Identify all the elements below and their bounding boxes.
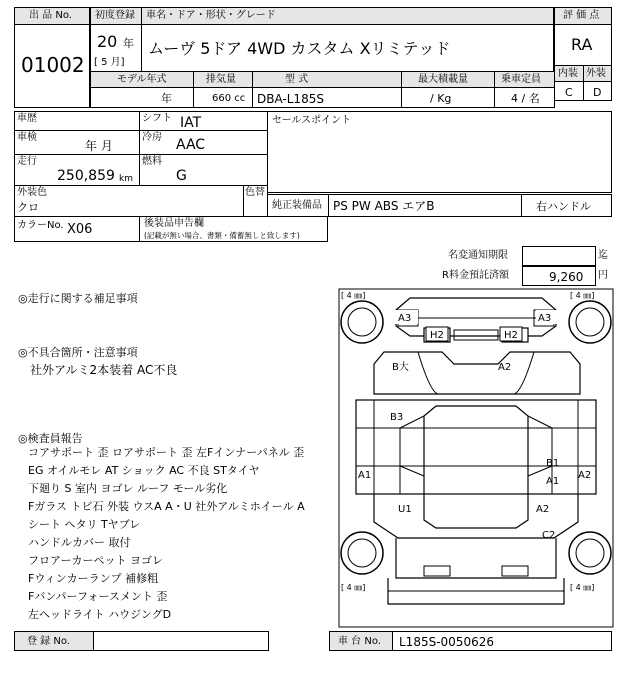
ext-color-value: クロ — [17, 201, 39, 214]
chassis-no: L185S-0050626 — [399, 635, 494, 649]
lot-no-label-cell — [14, 7, 90, 25]
sales-point-cell — [267, 111, 612, 193]
deadline-unit: 迄 — [598, 250, 608, 261]
tire-front-left-icon — [341, 301, 383, 343]
repaint-label: 色替 — [245, 187, 265, 198]
capacity-label: 乗車定員 — [501, 74, 541, 85]
deadline-label: 名変通知期限 — [448, 250, 508, 261]
grade-value: RA — [571, 35, 593, 54]
first-reg-label: 初度登録 — [95, 10, 135, 21]
exterior-label: 外装 — [586, 68, 606, 79]
ac-label: 冷房 — [142, 132, 162, 143]
repaint-cell — [243, 185, 268, 217]
shift-value: IAT — [180, 115, 202, 131]
chassis-label-cell — [329, 631, 393, 651]
tire-hub-icon — [576, 308, 604, 336]
lot-no-cell — [14, 24, 90, 108]
recycle-value-cell — [522, 266, 596, 286]
damage-mark: A3 — [398, 313, 412, 324]
mileage-unit: km — [119, 174, 133, 184]
tire-depth-label: [ 4 ㎜] — [570, 291, 595, 300]
fuel-value: G — [176, 168, 187, 184]
inspector-line: Fウィンカーランプ 補修粗 — [28, 572, 159, 585]
ac-cell — [139, 130, 268, 155]
max-load-label-cell — [401, 71, 495, 88]
equipment-label-cell — [267, 194, 329, 217]
deadline-value-cell — [522, 246, 596, 266]
exterior-value: D — [593, 86, 602, 99]
capacity-cell — [494, 87, 555, 108]
damage-mark: C2 — [542, 530, 556, 541]
interior-label-cell — [554, 65, 584, 82]
rear-bumper-outline — [396, 538, 556, 578]
damage-mark: A1 — [546, 476, 560, 487]
type-label: 型 式 — [285, 74, 309, 85]
mileage-value: 250,859 — [57, 168, 115, 184]
recycle-value: 9,260 — [549, 270, 584, 284]
inspector-line: フロアーカーペット ヨゴレ — [28, 554, 163, 567]
damage-mark: A1 — [358, 470, 372, 481]
lot-no: 01002 — [21, 53, 85, 77]
defects-title: ◎不具合箇所・注意事項 — [18, 346, 138, 359]
displacement-label: 排気量 — [206, 74, 236, 85]
mileage-cell — [14, 154, 140, 186]
grade-cell — [554, 24, 612, 66]
tire-depth-label: [ 4 ㎜] — [341, 583, 366, 592]
damage-mark: A2 — [536, 504, 550, 515]
tire-front-right-icon — [569, 301, 611, 343]
car-name: ムーヴ 5ドア 4WD カスタム Xリミテッド — [148, 39, 451, 58]
displacement-value: 660 cc — [212, 93, 246, 104]
hood-outline — [374, 352, 580, 394]
inspector-title: ◎検査員報告 — [18, 432, 83, 445]
type-label-cell — [252, 71, 402, 88]
inspector-line: EG オイルモレ AT ショック AC 不良 STタイヤ — [28, 464, 260, 477]
capacity-label-cell — [494, 71, 555, 88]
damage-mark: A3 — [538, 313, 552, 324]
ac-value: AAC — [176, 137, 206, 153]
first-reg-year-unit: 年 — [123, 37, 134, 50]
displacement-label-cell — [193, 71, 253, 88]
first-reg-year: 20 — [97, 32, 118, 51]
car-diagram — [338, 288, 614, 628]
displacement-cell — [193, 87, 253, 108]
damage-mark: A2 — [578, 470, 592, 481]
roof-outline — [424, 406, 528, 528]
shift-label: シフト — [142, 113, 172, 124]
model-year-unit: 年 — [161, 92, 172, 105]
damage-mark: B大 — [392, 362, 409, 373]
interior-value: C — [565, 86, 573, 99]
inspector-line: シート ヘタリ Tヤブレ — [28, 518, 141, 531]
fuel-label: 燃料 — [142, 156, 162, 167]
equipment-label: 純正装備品 — [272, 200, 322, 211]
aftermarket-cell — [139, 216, 328, 242]
interior-cell — [554, 81, 584, 101]
mileage-label: 走行 — [17, 156, 37, 167]
damage-mark: H2 — [430, 330, 444, 341]
inspector-lines — [28, 447, 328, 627]
inspection-value: 年 月 — [85, 139, 113, 153]
inspector-line: コアサポート 歪 ロアサポート 歪 左Fインナーパネル 歪 — [28, 446, 305, 459]
car-name-label: 車名・ドア・形状・グレード — [146, 10, 276, 21]
reg-no-cell — [93, 631, 269, 651]
aftermarket-note: (記載が無い場合、書類・備蓄無しと致します) — [144, 231, 300, 240]
ext-color-label: 外装色 — [17, 187, 47, 198]
first-reg-cell — [90, 24, 142, 72]
damage-mark: U1 — [398, 504, 412, 515]
driving-notes-title: ◎走行に関する補足事項 — [18, 292, 138, 305]
model-year-label: モデル年式 — [117, 74, 167, 85]
equipment-value: PS PW ABS エアB — [333, 199, 435, 213]
handle-cell — [521, 194, 612, 217]
tire-depth-label: [ 4 ㎜] — [341, 291, 366, 300]
inspection-label: 車検 — [17, 132, 37, 143]
tire-hub-icon — [576, 539, 604, 567]
model-year-label-cell — [90, 71, 194, 88]
exterior-label-cell — [583, 65, 612, 82]
damage-mark: B1 — [546, 458, 560, 469]
lot-no-label: 出 品 No. — [29, 10, 72, 21]
tire-hub-icon — [348, 539, 376, 567]
tire-rear-right-icon — [569, 532, 611, 574]
inspector-line: 下廻り S 室内 ヨゴレ ルーフ モール劣化 — [28, 482, 228, 495]
history-label: 車歴 — [17, 113, 37, 124]
defects-text: 社外アルミ2本装着 AC不良 — [30, 363, 178, 377]
max-load-label: 最大積載量 — [418, 74, 468, 85]
handle-value: 右ハンドル — [536, 200, 591, 213]
max-load-cell — [401, 87, 495, 108]
taillight-left-icon — [424, 566, 450, 576]
inspection-cell — [14, 130, 140, 155]
damage-mark: A2 — [498, 362, 512, 373]
taillight-right-icon — [502, 566, 528, 576]
color-no-value: X06 — [67, 222, 93, 237]
car-name-label-cell — [141, 7, 554, 25]
car-name-cell — [141, 24, 554, 72]
history-cell — [14, 111, 140, 131]
inspector-line: 左ヘッドライト ハウジングD — [28, 608, 172, 621]
interior-label: 内装 — [558, 68, 578, 79]
shift-cell — [139, 111, 268, 131]
capacity-value: 4 / 名 — [511, 92, 540, 105]
tire-hub-icon — [348, 308, 376, 336]
damage-mark: H2 — [504, 330, 518, 341]
type-value: DBA-L185S — [257, 92, 324, 106]
chassis-cell — [392, 631, 612, 651]
exterior-cell — [583, 81, 612, 101]
model-year-cell — [90, 87, 194, 108]
inspector-line: Fガラス トビ石 外装 ウスA A・U 社外アルミホイール A — [28, 500, 305, 513]
color-no-cell — [14, 216, 140, 242]
grade-label: 評 価 点 — [563, 10, 600, 21]
damage-mark: B3 — [390, 412, 404, 423]
reg-no-label-cell — [14, 631, 94, 651]
type-cell — [252, 87, 402, 108]
tire-depth-label: [ 4 ㎜] — [570, 583, 595, 592]
max-load-value: / Kg — [430, 92, 452, 105]
recycle-unit: 円 — [598, 270, 608, 281]
color-no-label: カラーNo. — [17, 220, 64, 231]
tire-rear-left-icon — [341, 532, 383, 574]
first-reg-month: [ 5 月] — [94, 57, 125, 68]
equipment-cell — [328, 194, 522, 217]
fuel-cell — [139, 154, 268, 186]
recycle-label: R料金預託済額 — [442, 270, 509, 281]
inspector-line: Fバンパーフォースメント 歪 — [28, 590, 168, 603]
first-reg-label-cell — [90, 7, 142, 25]
sales-point-label: セールスポイント — [272, 115, 352, 126]
ext-color-cell — [14, 185, 244, 217]
chassis-label: 車 台 No. — [338, 636, 381, 647]
reg-no-label: 登 録 No. — [27, 636, 70, 647]
inspector-line: ハンドルカバー 取付 — [28, 536, 131, 549]
aftermarket-label: 後装品申告欄 — [144, 218, 204, 229]
grade-label-cell — [554, 7, 612, 25]
